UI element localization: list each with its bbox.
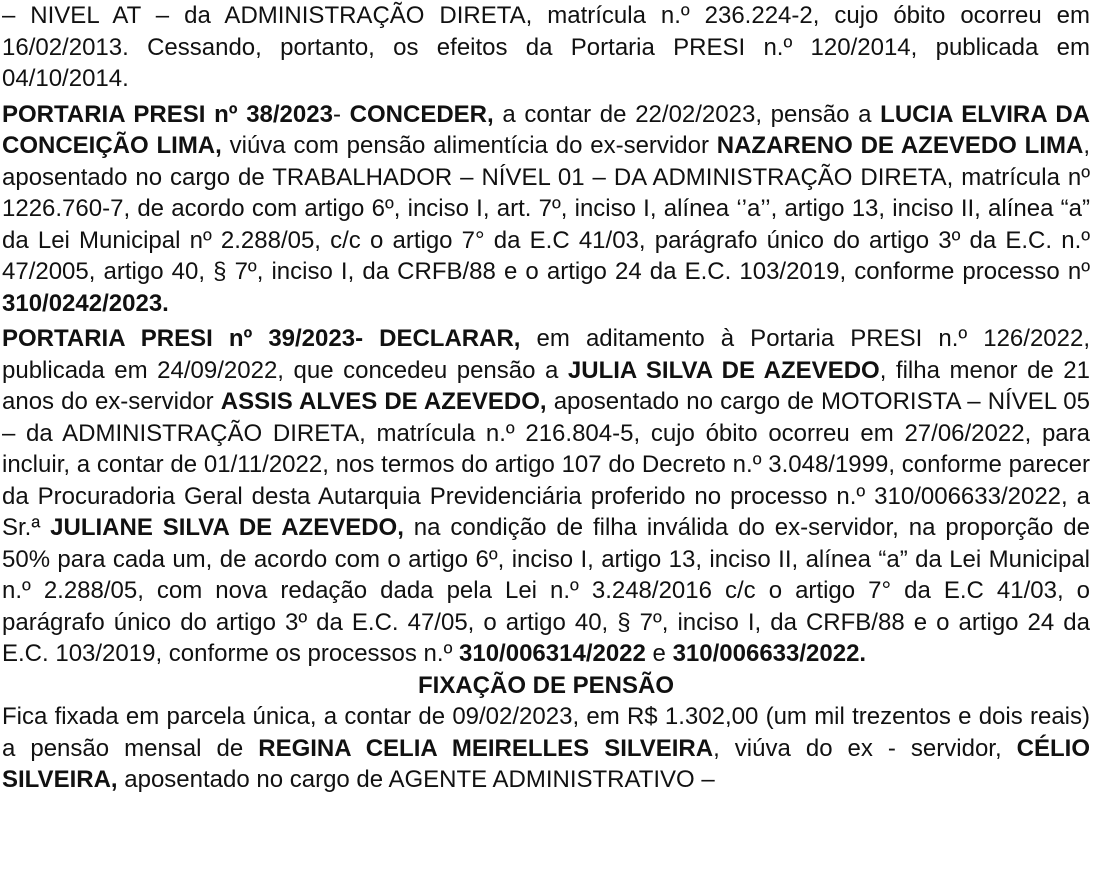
p1-text-1: – NIVEL AT – da ADMINISTRAÇÃO DIRETA, matrícula n.º 236.224-2, cujo óbito ocorreu em 16/02/2013. Cessando, portanto, os efeitos da Portaria PRESI n.º 120/2014, publicada em 04/10/2014. <box>2 2 1090 92</box>
p3-bold-2: JULIA SILVA DE AZEVEDO <box>567 356 880 384</box>
section-heading: FIXAÇÃO DE PENSÃO <box>417 671 675 699</box>
p3-text-5: e <box>645 640 673 667</box>
paragraph-portaria-38 <box>2 99 1090 320</box>
p4-text-3: aposentado no cargo de AGENTE ADMINISTRATIVO – <box>117 766 715 793</box>
p2-bold-5: 310/0242/2023. <box>2 289 169 317</box>
p3-text-1: em aditamento à Portaria PRESI n.º 126/2022, publicada em 24/09/2022, que concedeu pensão a <box>2 325 1091 384</box>
p3-bold-6: 310/006633/2022. <box>672 640 867 667</box>
p3-text-3: aposentado no cargo de MOTORISTA – NÍVEL 05 – da ADMINISTRAÇÃO DIRETA, matrícula n.º 216.804-5, cujo óbito ocorreu em 27/06/2022, para incluir, a contar de 01/11/2022, nos termos do artigo 107 do Decreto n.º 3.048/1999, conforme parecer da Procuradoria Geral desta Autarquia Previdenciária proferido no processo n.º 310/006633/2022, a Sr.ª <box>2 388 1090 541</box>
paragraph-portaria-39 <box>2 323 1090 670</box>
paragraph-1 <box>2 0 1090 95</box>
p3-bold-4: JULIANE SILVA DE AZEVEDO, <box>50 514 404 541</box>
p3-bold-1: PORTARIA PRESI nº 39/2023- DECLARAR, <box>2 325 521 352</box>
p3-bold-5: 310/006314/2022 <box>459 640 646 667</box>
p2-text-2: a contar de 22/02/2023, pensão a <box>493 100 881 128</box>
p4-text-1: Fica fixada em parcela única, a contar de 09/02/2023, em R$ 1.302,00 (um mil trezentos e dois reais) a pensão mensal de <box>2 703 1090 762</box>
p2-bold-4: NAZARENO DE AZEVEDO LIMA <box>716 132 1084 159</box>
p4-bold-2: CÉLIO SILVEIRA, <box>2 734 1091 793</box>
p4-bold-1: REGINA CELIA MEIRELLES SILVEIRA <box>258 734 714 762</box>
p3-text-2: , filha menor de 21 anos do ex-servidor <box>2 356 1091 415</box>
p3-text-4: na condição de filha inválida do ex-servidor, na proporção de 50% para cada um, de acordo com o artigo 6º, inciso I, artigo 13, inciso II, alínea “a” da Lei Municipal n.º 2.288/05, com nova redação dada pela Lei n.º 3.248/2016 c/c o artigo 7° da E.C 41/03, o parágrafo único do artigo 3º da E.C. 47/05, o artigo 40, § 7º, inciso I, da CRFB/88 e o artigo 24 da E.C. 103/2019, conforme os processos n.º <box>2 514 1090 667</box>
p2-bold-1: PORTARIA PRESI nº 38/2023 <box>2 100 333 128</box>
p2-bold-2: CONCEDER, <box>349 100 494 128</box>
paragraph-fixacao <box>2 701 1090 796</box>
p4-text-2: , viúva do ex - servidor, <box>713 734 1017 762</box>
p2-text-3: viúva com pensão alimentícia do ex-servidor <box>221 132 717 159</box>
p2-text-4: , aposentado no cargo de TRABALHADOR – NÍVEL 01 – DA ADMINISTRAÇÃO DIRETA, matrícula nº 1226.760-7, de acordo com artigo 6º, inciso I, art. 7º, inciso I, alínea ‘’a’’, artigo 13, inciso II, alínea “a” da Lei Municipal nº 2.288/05, c/c o artigo 7° da E.C 41/03, parágrafo único do artigo 3º da E.C. n.º 47/2005, artigo 40, § 7º, inciso I, da CRFB/88 e o artigo 24 da E.C. 103/2019, conforme processo nº <box>2 132 1090 285</box>
p2-text-1: - <box>332 100 350 128</box>
p2-bold-3: LUCIA ELVIRA DA CONCEIÇÃO LIMA, <box>2 100 1090 159</box>
p3-bold-3: ASSIS ALVES DE AZEVEDO, <box>220 388 547 415</box>
